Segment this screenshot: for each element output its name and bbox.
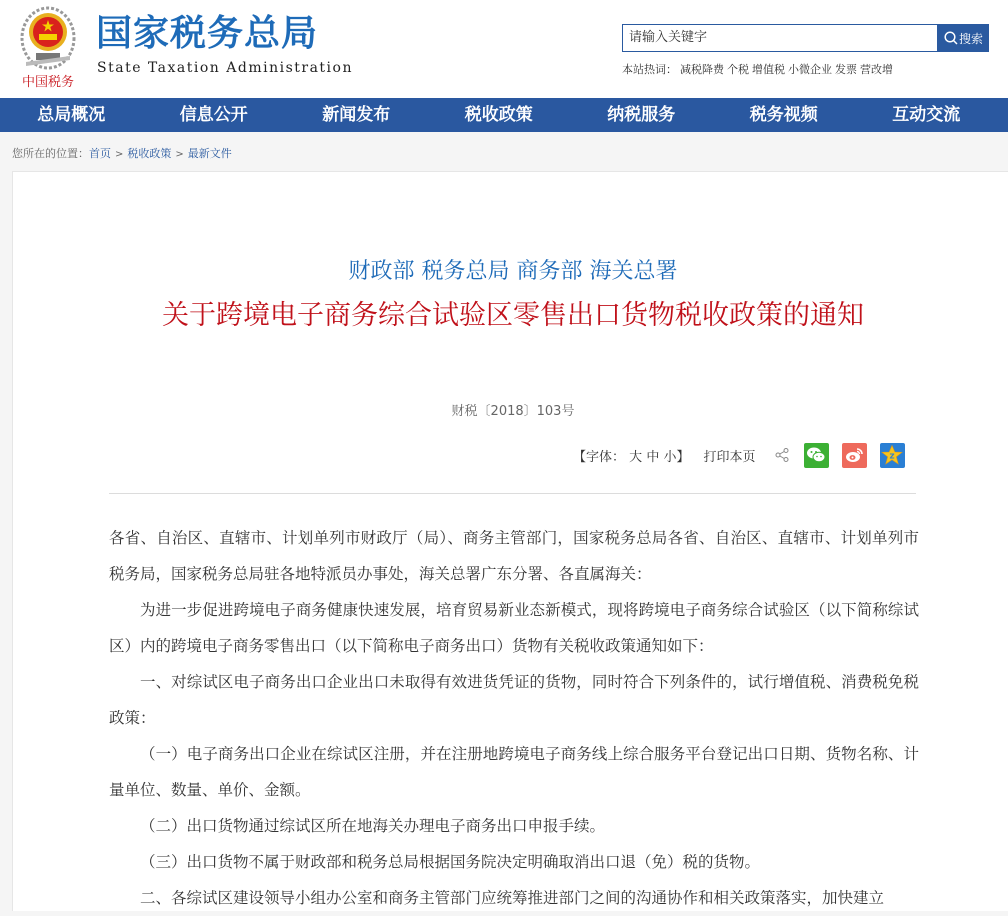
- svg-text:中国税务: 中国税务: [21, 75, 75, 90]
- article-paragraph: 一、对综试区电子商务出口企业出口未取得有效进货凭证的货物，同时符合下列条件的，试行增值税、消费税免税政策：: [109, 673, 919, 727]
- nav-item-info-disclosure[interactable]: 信息公开: [179, 105, 248, 125]
- article-tools: [573, 440, 918, 470]
- font-size-small[interactable]: 小: [663, 449, 677, 465]
- nav-item-news[interactable]: 新闻发布: [322, 105, 391, 125]
- share-wechat-button[interactable]: [804, 443, 829, 468]
- nav-item-interaction[interactable]: 互动交流: [892, 105, 961, 125]
- breadcrumb-separator: >: [175, 149, 184, 160]
- document-number: 财税〔2018〕103号: [451, 404, 575, 419]
- tax-emblem-logo[interactable]: [18, 4, 78, 92]
- hot-word-link[interactable]: 发票: [835, 63, 857, 76]
- nav-item-overview[interactable]: 总局概况: [37, 105, 106, 125]
- site-subtitle: State Taxation Administration: [97, 60, 353, 76]
- share-qzone-button[interactable]: [880, 443, 905, 468]
- breadcrumb: [12, 145, 232, 161]
- main-nav: [0, 98, 1008, 132]
- search-button-label: 搜索: [958, 31, 983, 46]
- site-title[interactable]: 国家税务总局: [96, 13, 319, 54]
- hot-words: [622, 61, 896, 77]
- article-paragraph: （三）出口货物不属于财政部和税务总局根据国务院决定明确取消出口退（免）税的货物。: [140, 853, 761, 871]
- search-input[interactable]: 请输入关键字: [622, 24, 938, 52]
- wechat-icon: [806, 446, 826, 464]
- nav-item-taxpayer-service[interactable]: 纳税服务: [607, 105, 676, 125]
- search-button[interactable]: [938, 24, 989, 52]
- article-paragraph: 二、各综试区建设领导小组办公室和商务主管部门应统筹推进部门之间的沟通协作和相关政策落实，加快建立: [140, 889, 885, 907]
- article-paragraph: 各省、自治区、直辖市、计划单列市财政厅（局）、商务主管部门，国家税务总局各省、自治区、直辖市、计划单列市税务局，国家税务总局驻各地特派员办事处，海关总署广东分署、各直属海关：: [109, 529, 919, 583]
- nav-item-tax-policy[interactable]: 税收政策: [464, 105, 533, 125]
- hot-word-link[interactable]: 个税: [727, 63, 749, 76]
- article-body: [109, 520, 919, 916]
- breadcrumb-latest-docs[interactable]: 最新文件: [187, 147, 232, 160]
- site-header: [0, 0, 1008, 98]
- share-weibo-button[interactable]: [842, 443, 867, 468]
- article-paragraph: 为进一步促进跨境电子商务健康快速发展，培育贸易新业态新模式，现将跨境电子商务综合试验区（以下简称综试区）内的跨境电子商务零售出口（以下简称电子商务出口）货物有关税收政策通知如下：: [109, 601, 919, 655]
- share-icon[interactable]: [774, 447, 790, 463]
- weibo-icon: [844, 446, 864, 464]
- article-issuers: 财政部 税务总局 商务部 海关总署: [348, 259, 678, 284]
- print-page-link[interactable]: 打印本页: [703, 449, 756, 465]
- breadcrumb-separator: >: [115, 149, 124, 160]
- font-size-large[interactable]: 大: [629, 449, 643, 465]
- hot-word-link[interactable]: 增值税: [752, 63, 785, 76]
- breadcrumb-tax-policy[interactable]: 税收政策: [127, 147, 172, 160]
- qzone-icon: [881, 444, 903, 466]
- article-paragraph: （二）出口货物通过综试区所在地海关办理电子商务出口申报手续。: [140, 817, 606, 835]
- content-divider: [109, 493, 916, 494]
- article-title: 关于跨境电子商务综合试验区零售出口货物税收政策的通知: [162, 300, 864, 331]
- breadcrumb-prefix: 您所在的位置：: [12, 147, 89, 160]
- font-size-label-close: 】: [676, 449, 690, 465]
- font-size-controls: [573, 446, 690, 465]
- hot-word-link[interactable]: 小微企业: [788, 63, 832, 76]
- hot-word-link[interactable]: 减税降费: [680, 63, 724, 76]
- article-container: [12, 171, 1008, 911]
- hot-words-label: 本站热词：: [622, 63, 677, 76]
- nav-item-videos[interactable]: 税务视频: [749, 105, 818, 125]
- svg-text:Z: Z: [889, 452, 895, 461]
- search-icon: [944, 31, 958, 45]
- font-size-medium[interactable]: 中: [646, 449, 660, 465]
- font-size-label: 【字体：: [573, 449, 626, 465]
- breadcrumb-home[interactable]: 首页: [89, 147, 111, 160]
- hot-word-link[interactable]: 营改增: [860, 63, 893, 76]
- article-paragraph: （一）电子商务出口企业在综试区注册，并在注册地跨境电子商务线上综合服务平台登记出口日期、货物名称、计量单位、数量、单价、金额。: [109, 745, 919, 799]
